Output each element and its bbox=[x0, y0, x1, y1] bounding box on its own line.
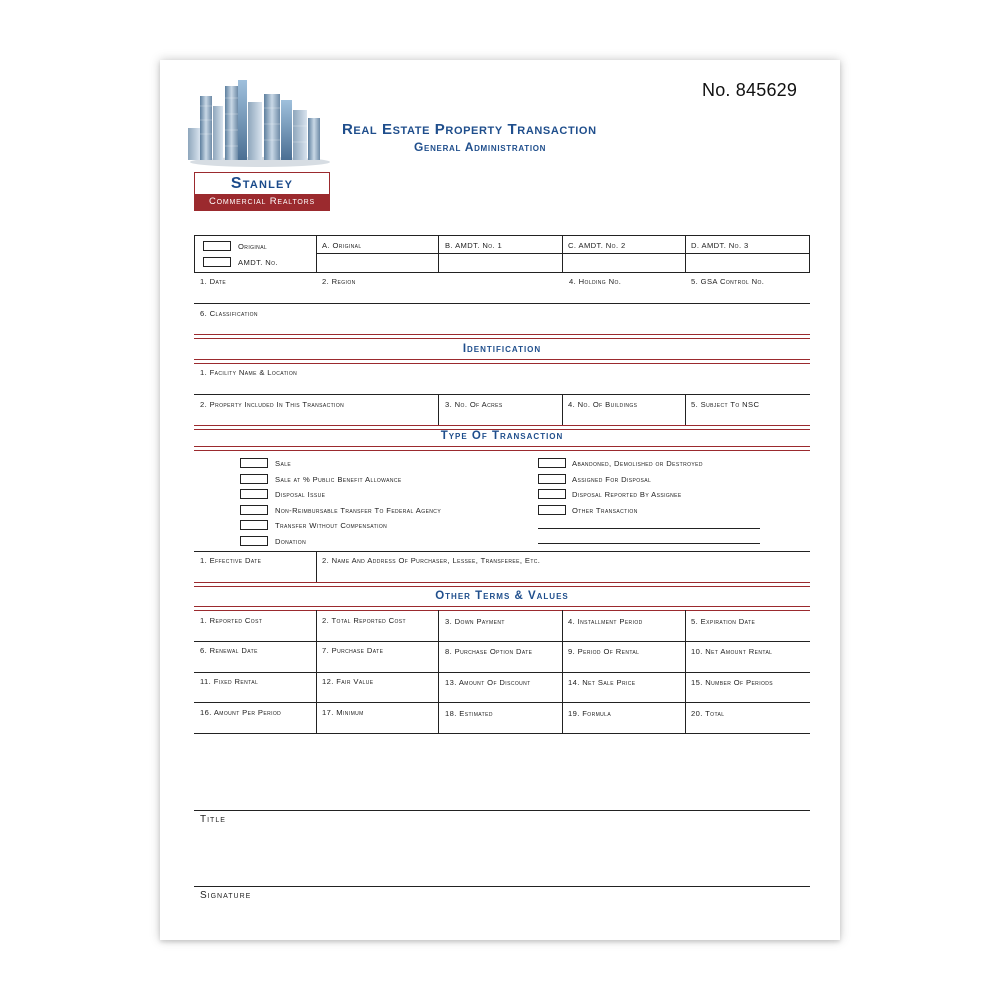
section-rule bbox=[194, 606, 810, 607]
terms-cell-label: 5. Expiration Date bbox=[691, 617, 756, 626]
terms-cell-label: 18. Estimated bbox=[445, 709, 493, 718]
transaction-option-label: Other Transaction bbox=[572, 506, 638, 515]
effective-date-label: 1. Effective Date bbox=[200, 556, 262, 565]
amendment-col-header: D. AMDT. No. 3 bbox=[691, 241, 749, 250]
section-rule bbox=[194, 446, 810, 447]
transaction-option-label: Transfer Without Compensation bbox=[275, 521, 388, 530]
other-transaction-line[interactable] bbox=[538, 543, 760, 544]
facility-field-label: 1. Facility Name & Location bbox=[200, 368, 298, 377]
field-divider bbox=[685, 394, 686, 425]
brand-logo bbox=[194, 172, 330, 211]
sale-checkbox[interactable] bbox=[240, 458, 268, 468]
identification-heading: Identification bbox=[462, 343, 542, 355]
disposal-issue-checkbox[interactable] bbox=[240, 489, 268, 499]
terms-row-divider bbox=[194, 702, 810, 703]
section-rule bbox=[194, 450, 810, 451]
buildings-field-label: 4. No. Of Buildings bbox=[568, 400, 638, 409]
field-divider bbox=[438, 394, 439, 425]
section-rule bbox=[194, 610, 810, 611]
transaction-option-label: Abandoned, Demolished or Destroyed bbox=[572, 459, 703, 468]
terms-cell-label: 2. Total Reported Cost bbox=[322, 616, 406, 625]
terms-cell-label: 6. Renewal Date bbox=[200, 646, 258, 655]
no-compensation-checkbox[interactable] bbox=[240, 520, 268, 530]
holding-field-label: 4. Holding No. bbox=[569, 277, 622, 286]
terms-row-divider bbox=[194, 641, 810, 642]
nsc-field-label: 5. Subject To NSC bbox=[691, 400, 760, 409]
transaction-type-heading: Type Of Transaction bbox=[440, 430, 564, 442]
acres-field-label: 3. No. Of Acres bbox=[445, 400, 503, 409]
field-line bbox=[194, 551, 810, 552]
skyline-logo-image bbox=[180, 76, 330, 172]
terms-cell-label: 14. Net Sale Price bbox=[568, 678, 636, 687]
transaction-option-label: Sale at % Public Benefit Allowance bbox=[275, 475, 402, 484]
assigned-disposal-checkbox[interactable] bbox=[538, 474, 566, 484]
transaction-option-label: Donation bbox=[275, 537, 307, 546]
terms-cell-label: 10. Net Amount Rental bbox=[691, 647, 773, 656]
date-field-label: 1. Date bbox=[200, 277, 227, 286]
section-rule bbox=[194, 582, 810, 583]
transaction-option-label: Disposal Issue bbox=[275, 490, 326, 499]
signature-label: Signature bbox=[200, 890, 252, 901]
transaction-option-label: Disposal Reported By Assignee bbox=[572, 490, 682, 499]
field-divider bbox=[316, 551, 317, 582]
terms-cell-label: 11. Fixed Rental bbox=[200, 677, 259, 686]
terms-row-divider bbox=[194, 733, 810, 734]
terms-row-divider bbox=[194, 672, 810, 673]
field-line bbox=[194, 303, 810, 304]
section-rule bbox=[194, 425, 810, 426]
abandoned-checkbox[interactable] bbox=[538, 458, 566, 468]
section-rule bbox=[194, 586, 810, 587]
terms-cell-label: 4. Installment Period bbox=[568, 617, 643, 626]
terms-cell-label: 12. Fair Value bbox=[322, 677, 374, 686]
brand-name: Stanley bbox=[230, 175, 294, 192]
amendment-col-divider bbox=[685, 235, 686, 273]
transaction-option-label: Non-Reimbursable Transfer To Federal Agency bbox=[275, 506, 442, 515]
terms-cell-label: 17. Minimum bbox=[322, 708, 364, 717]
amdt-checkbox[interactable] bbox=[203, 257, 231, 267]
terms-cell-label: 3. Down Payment bbox=[445, 617, 505, 626]
section-rule bbox=[194, 359, 810, 360]
section-rule bbox=[194, 334, 810, 335]
field-line bbox=[194, 394, 810, 395]
original-checkbox[interactable] bbox=[203, 241, 231, 251]
transaction-option-label: Assigned For Disposal bbox=[572, 475, 652, 484]
classification-field-label: 6. Classification bbox=[200, 309, 258, 318]
terms-cell-label: 20. Total bbox=[691, 709, 725, 718]
terms-cell-label: 13. Amount Of Discount bbox=[445, 678, 531, 687]
property-field-label: 2. Property Included In This Transaction bbox=[200, 400, 345, 409]
terms-cell-label: 7. Purchase Date bbox=[322, 646, 384, 655]
purchaser-label: 2. Name And Address Of Purchaser, Lessee, Transferee, Etc. bbox=[322, 556, 541, 565]
transaction-option-label: Sale bbox=[275, 459, 292, 468]
signature-line[interactable] bbox=[194, 886, 810, 887]
donation-checkbox[interactable] bbox=[240, 536, 268, 546]
section-rule bbox=[194, 363, 810, 364]
terms-cell-label: 9. Period Of Rental bbox=[568, 647, 640, 656]
form-subtitle: General Administration bbox=[414, 140, 547, 154]
form-title: Real Estate Property Transaction bbox=[342, 121, 597, 138]
terms-cell-label: 19. Formula bbox=[568, 709, 612, 718]
gsa-field-label: 5. GSA Control No. bbox=[691, 277, 765, 286]
reported-assignee-checkbox[interactable] bbox=[538, 489, 566, 499]
title-line[interactable] bbox=[194, 810, 810, 811]
amendment-col-divider bbox=[438, 235, 439, 273]
public-benefit-checkbox[interactable] bbox=[240, 474, 268, 484]
amendment-col-header: C. AMDT. No. 2 bbox=[568, 241, 626, 250]
amendment-col-header: B. AMDT. No. 1 bbox=[445, 241, 503, 250]
amendment-row-divider bbox=[316, 253, 810, 254]
other-transaction-line[interactable] bbox=[538, 528, 760, 529]
terms-cell-label: 15. Number Of Periods bbox=[691, 678, 774, 687]
terms-cell-label: 16. Amount Per Period bbox=[200, 708, 282, 717]
terms-cell-label: 8. Purchase Option Date bbox=[445, 647, 533, 656]
region-field-label: 2. Region bbox=[322, 277, 356, 286]
other-transaction-checkbox[interactable] bbox=[538, 505, 566, 515]
amdt-label: AMDT. No. bbox=[238, 258, 278, 267]
form-number: No. 845629 bbox=[702, 80, 798, 100]
brand-tagline: Commercial Realtors bbox=[195, 194, 329, 210]
original-label: Original bbox=[238, 242, 268, 251]
section-rule bbox=[194, 338, 810, 339]
terms-heading: Other Terms & Values bbox=[435, 590, 569, 602]
amendment-col-header: A. Original bbox=[322, 241, 362, 250]
field-divider bbox=[562, 394, 563, 425]
amendment-col-divider bbox=[562, 235, 563, 273]
amendment-col-divider bbox=[316, 235, 317, 273]
federal-transfer-checkbox[interactable] bbox=[240, 505, 268, 515]
terms-cell-label: 1. Reported Cost bbox=[200, 616, 263, 625]
title-label: Title bbox=[200, 814, 226, 825]
